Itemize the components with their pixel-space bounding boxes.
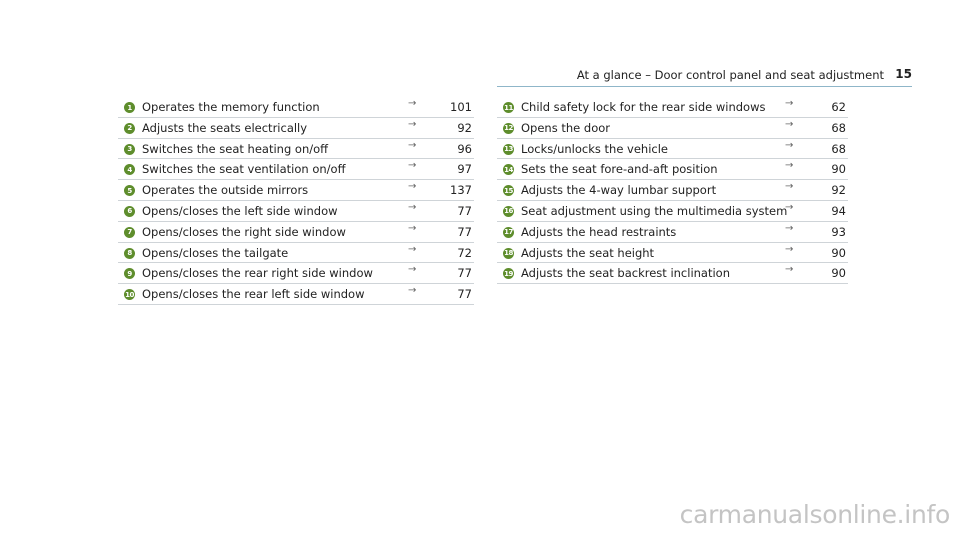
arrow-right-icon: → — [408, 285, 417, 297]
item-number-badge: 4 — [124, 164, 135, 175]
item-description: Operates the memory function — [142, 100, 320, 114]
item-description: Adjusts the head restraints — [521, 224, 677, 239]
page-reference-link[interactable]: 137 — [450, 183, 472, 198]
legend-row — [118, 284, 474, 305]
legend-row — [118, 263, 474, 284]
arrow-right-icon: → — [785, 160, 794, 172]
page-reference-link[interactable]: 77 — [457, 287, 472, 302]
page-title: At a glance – Door control panel and seat adjustment — [576, 68, 884, 82]
page-reference-link[interactable]: 92 — [457, 120, 472, 135]
item-number-badge: 6 — [124, 206, 135, 217]
legend-row — [497, 222, 848, 243]
page-reference-link[interactable]: 96 — [457, 141, 472, 156]
item-number-badge: 2 — [124, 123, 135, 134]
page-reference-link[interactable]: 77 — [457, 224, 472, 239]
item-number-badge: 19 — [504, 269, 513, 278]
arrow-right-icon: → — [785, 243, 794, 255]
item-number-badge: 18 — [504, 249, 513, 258]
item-number-badge: 5 — [124, 185, 135, 196]
item-description: Seat adjustment using the multimedia system — [521, 203, 788, 218]
legend-row — [118, 222, 474, 243]
legend-row — [118, 159, 474, 180]
item-number-badge: 14 — [504, 165, 513, 174]
legend-row — [118, 97, 474, 118]
arrow-right-icon: → — [408, 118, 417, 130]
page-reference-link[interactable]: 97 — [457, 162, 472, 177]
page-reference-link[interactable]: 90 — [831, 162, 846, 177]
legend-row — [118, 201, 474, 222]
legend-row — [497, 263, 848, 284]
legend-row — [497, 180, 848, 201]
legend-row — [118, 180, 474, 201]
item-number-badge: 12 — [504, 124, 513, 133]
page-reference-link[interactable]: 77 — [457, 203, 472, 218]
arrow-right-icon: → — [408, 222, 417, 234]
page-reference-link[interactable]: 94 — [831, 203, 846, 218]
item-number-badge: 11 — [504, 103, 513, 112]
legend-list-left — [118, 97, 474, 305]
item-description: Opens the door — [521, 120, 610, 135]
item-number-badge: 8 — [124, 248, 135, 259]
legend-row — [497, 159, 848, 180]
page-reference-link[interactable]: 101 — [450, 100, 472, 114]
arrow-right-icon: → — [785, 264, 794, 276]
page-reference-link[interactable]: 77 — [457, 266, 472, 281]
page-reference-link[interactable]: 90 — [831, 245, 846, 260]
arrow-right-icon: → — [408, 243, 417, 255]
item-number-badge: 17 — [504, 228, 513, 237]
arrow-right-icon: → — [408, 160, 417, 172]
item-description: Adjusts the seats electrically — [142, 120, 308, 135]
item-description: Sets the seat fore-and-aft position — [521, 162, 718, 177]
item-number-badge: 7 — [124, 227, 135, 238]
page-reference-link[interactable]: 68 — [831, 141, 846, 156]
legend-row — [497, 201, 848, 222]
item-description: Opens/closes the tailgate — [142, 245, 289, 260]
legend-row — [497, 139, 848, 160]
item-description: Operates the outside mirrors — [142, 183, 309, 198]
page-reference-link[interactable]: 93 — [831, 224, 846, 239]
legend-row — [118, 243, 474, 264]
item-number-badge: 3 — [124, 144, 135, 155]
item-description: Adjusts the seat backrest inclination — [521, 266, 730, 281]
legend-row — [497, 118, 848, 139]
item-description: Opens/closes the rear left side window — [142, 287, 365, 302]
arrow-right-icon: → — [408, 201, 417, 213]
arrow-right-icon: → — [408, 139, 417, 151]
legend-row — [118, 139, 474, 160]
page-reference-link[interactable]: 92 — [831, 183, 846, 198]
legend-row — [497, 243, 848, 264]
item-description: Opens/closes the right side window — [142, 224, 346, 239]
item-description: Adjusts the seat height — [521, 245, 655, 260]
item-number-badge: 13 — [504, 145, 513, 154]
arrow-right-icon: → — [785, 118, 794, 130]
arrow-right-icon: → — [785, 222, 794, 234]
item-number-badge: 10 — [125, 290, 134, 299]
page-header — [497, 64, 912, 87]
item-description: Locks/unlocks the vehicle — [521, 141, 669, 156]
item-description: Adjusts the 4-way lumbar support — [521, 183, 717, 198]
arrow-right-icon: → — [785, 181, 794, 193]
item-description: Switches the seat ventilation on/off — [142, 162, 346, 177]
arrow-right-icon: → — [408, 98, 417, 109]
arrow-right-icon: → — [785, 98, 794, 109]
arrow-right-icon: → — [408, 181, 417, 193]
item-number-badge: 16 — [504, 207, 513, 216]
page-reference-link[interactable]: 90 — [831, 266, 846, 281]
item-number-badge: 9 — [124, 268, 135, 279]
item-number-badge: 15 — [504, 186, 513, 195]
item-description: Opens/closes the rear right side window — [142, 266, 373, 281]
arrow-right-icon: → — [785, 139, 794, 151]
legend-list-right — [497, 97, 848, 284]
page-number: 15 — [895, 67, 912, 81]
watermark: carmanualsonline.info — [679, 500, 950, 529]
legend-row — [497, 97, 848, 118]
arrow-right-icon: → — [408, 264, 417, 276]
item-description: Switches the seat heating on/off — [142, 141, 329, 156]
page-reference-link[interactable]: 68 — [831, 120, 846, 135]
page-reference-link[interactable]: 62 — [831, 100, 846, 114]
item-description: Opens/closes the left side window — [142, 203, 338, 218]
item-description: Child safety lock for the rear side windows — [521, 100, 766, 114]
page-reference-link[interactable]: 72 — [457, 245, 472, 260]
item-number-badge: 1 — [124, 102, 135, 113]
legend-row — [118, 118, 474, 139]
arrow-right-icon: → — [785, 201, 794, 213]
